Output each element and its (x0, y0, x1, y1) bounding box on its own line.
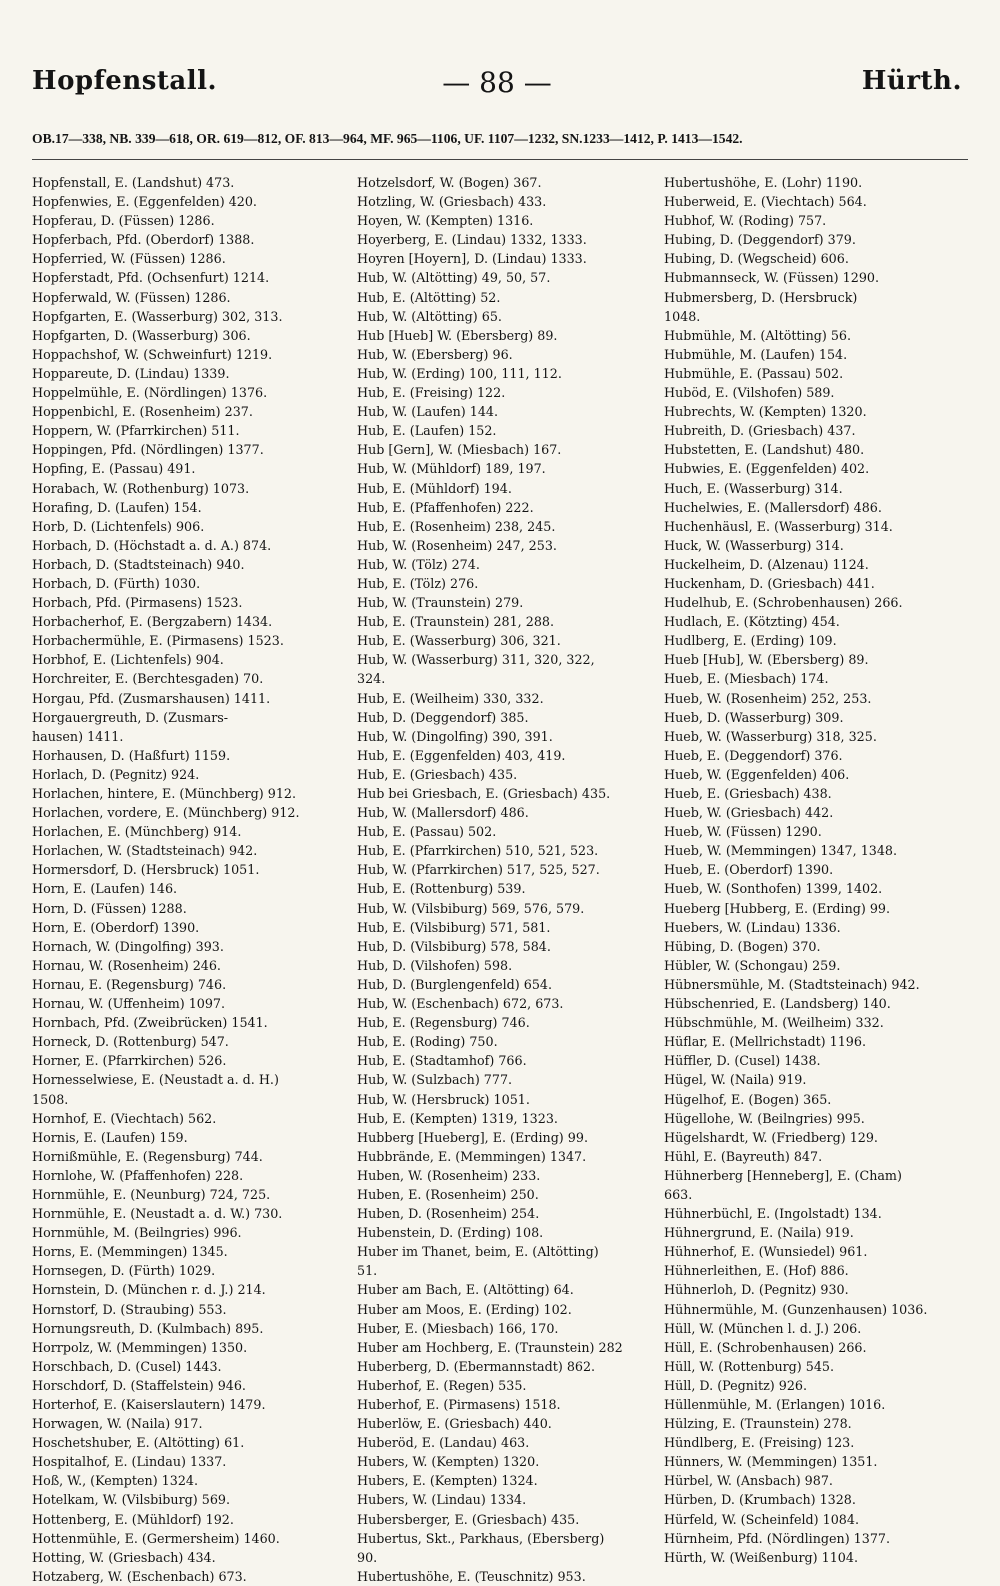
index-column-1 (32, 173, 346, 1586)
index-entry: Hudlberg, E. (Erding) 109. (664, 633, 837, 649)
index-entry: Hopfgarten, D. (Wasserburg) 306. (32, 327, 251, 343)
index-entry: Hubhof, W. (Roding) 757. (664, 213, 827, 229)
index-entry: Hub bei Griesbach, E. (Griesbach) 435. (357, 786, 611, 801)
index-entry: Hürbel, W. (Ansbach) 987. (664, 1473, 833, 1489)
index-entry: Hueb, E. (Griesbach) 438. (664, 786, 832, 801)
index-entry: Hürfeld, W. (Scheinfeld) 1084. (664, 1511, 859, 1527)
index-entry: Hub, W. (Erding) 100, 111, 112. (357, 365, 562, 381)
index-entry: Horbach, D. (Höchstadt a. d. A.) 874. (32, 537, 272, 553)
index-entry: Horbach, Pfd. (Pirmasens) 1523. (32, 595, 243, 611)
index-entry: Huber am Moos, E. (Erding) 102. (357, 1301, 572, 1317)
index-entry: Hügelhof, E. (Bogen) 365. (664, 1091, 832, 1107)
index-entry: Hornstorf, D. (Straubing) 553. (32, 1301, 227, 1317)
index-entry: Hoppachshof, W. (Schweinfurt) 1219. (32, 346, 273, 362)
index-entry: Hueb, W. (Sonthofen) 1399, 1402. (664, 881, 883, 897)
index-entry: Hudlach, E. (Kötzting) 454. (664, 614, 840, 630)
page-number: — 88 — (442, 66, 552, 99)
index-entry: Hub, E. (Traunstein) 281, 288. (357, 614, 554, 630)
index-entry: Huberlöw, E. (Griesbach) 440. (357, 1416, 552, 1432)
index-entry: Hueb, D. (Wasserburg) 309. (664, 709, 844, 725)
index-entry: Horlachen, W. (Stadtsteinach) 942. (32, 843, 258, 859)
index-entry: Hülzing, E. (Traunstein) 278. (664, 1416, 852, 1432)
index-entry: Horbach, D. (Stadtsteinach) 940. (32, 556, 245, 572)
index-entry: Hueb, W. (Rosenheim) 252, 253. (664, 690, 872, 706)
index-entry: Hueb, E. (Miesbach) 174. (664, 671, 829, 687)
index-entry: Hub, E. (Rottenburg) 539. (357, 881, 526, 897)
index-entry: Hühnerhof, E. (Wunsiedel) 961. (664, 1244, 868, 1260)
index-entry: Hüffler, D. (Cusel) 1438. (664, 1053, 821, 1069)
index-entry: Hornbach, Pfd. (Zweibrücken) 1541. (32, 1015, 268, 1031)
index-entry: Horlachen, E. (Münchberg) 914. (32, 824, 242, 840)
index-entry: Hub, W. (Hersbruck) 1051. (357, 1091, 530, 1107)
index-entry: Hornsegen, D. (Fürth) 1029. (32, 1263, 216, 1279)
index-entry: Horafing, D. (Laufen) 154. (32, 499, 202, 515)
index-entry: Huberberg, D. (Ebermannstadt) 862. (357, 1358, 596, 1374)
index-entry: Horbachermühle, E. (Pirmasens) 1523. (32, 633, 284, 649)
index-entry: Horn, E. (Oberdorf) 1390. (32, 919, 200, 935)
index-entry: Hubertus, Skt., Parkhaus, (Ebersberg) (357, 1530, 605, 1546)
index-entry: Hub, W. (Dingolfing) 390, 391. (357, 728, 553, 744)
index-entry: Hüll, D. (Pegnitz) 926. (664, 1377, 807, 1393)
index-entry: Hub, E. (Wasserburg) 306, 321. (357, 633, 561, 649)
index-entry: Hoschetshuber, E. (Altötting) 61. (32, 1435, 245, 1451)
index-entry: Hügel, W. (Naila) 919. (664, 1072, 807, 1088)
index-entry: Hühnermühle, M. (Gunzenhausen) 1036. (664, 1301, 928, 1317)
index-entry: Hopferbach, Pfd. (Oberdorf) 1388. (32, 232, 255, 248)
index-entry: Horn, D. (Füssen) 1288. (32, 900, 187, 916)
index-entry: Huber am Bach, E. (Altötting) 64. (357, 1282, 574, 1298)
index-entry: Hottenmühle, E. (Germersheim) 1460. (32, 1530, 280, 1546)
index-entry: Hub, E. (Rosenheim) 238, 245. (357, 518, 556, 534)
index-entry: Hubmühle, M. (Laufen) 154. (664, 346, 848, 362)
index-entry: Hueb, W. (Memmingen) 1347, 1348. (664, 843, 898, 859)
index-entry: Huchenhäusl, E. (Wasserburg) 314. (664, 518, 893, 534)
index-entry: Hopfgarten, E. (Wasserburg) 302, 313. (32, 308, 283, 324)
index-entry: Hormersdorf, D. (Hersbruck) 1051. (32, 862, 260, 878)
index-entry: Hühnerberg [Henneberg], E. (Cham) (664, 1167, 902, 1183)
index-entry: Hopferstadt, Pfd. (Ochsenfurt) 1214. (32, 270, 270, 286)
index-entry: Horlachen, hintere, E. (Münchberg) 912. (32, 786, 296, 801)
index-entry: Huben, W. (Rosenheim) 233. (357, 1167, 541, 1183)
index-entry: Hubbrände, E. (Memmingen) 1347. (357, 1148, 587, 1164)
index-entry: Huck, W. (Wasserburg) 314. (664, 537, 844, 553)
index-entry: Hubmannseck, W. (Füssen) 1290. (664, 270, 879, 286)
index-column-3 (664, 173, 968, 1567)
index-entry: Hubers, W. (Kempten) 1320. (357, 1454, 540, 1470)
index-entry: Horwagen, W. (Naila) 917. (32, 1416, 203, 1432)
index-entry: Hühnerloh, D. (Pegnitz) 930. (664, 1282, 849, 1298)
index-entry: Hueb, W. (Griesbach) 442. (664, 805, 834, 821)
index-entry: Hubertushöhe, E. (Lohr) 1190. (664, 175, 863, 190)
index-entry: Huckelheim, D. (Alzenau) 1124. (664, 556, 869, 572)
index-entry: Horlachen, vordere, E. (Münchberg) 912. (32, 805, 300, 821)
header-rule (32, 159, 968, 160)
index-entry: Hub, W. (Wasserburg) 311, 320, 322, (357, 652, 595, 668)
index-entry: Hubers, E. (Kempten) 1324. (357, 1473, 538, 1489)
index-entry: Hub, E. (Tölz) 276. (357, 575, 479, 591)
index-entry: Hub, W. (Mallersdorf) 486. (357, 805, 529, 821)
index-entry: Hornmühle, E. (Neustadt a. d. W.) 730. (32, 1206, 283, 1222)
index-entry: Hornißmühle, E. (Regensburg) 744. (32, 1148, 263, 1164)
index-entry: Hornis, E. (Laufen) 159. (32, 1129, 188, 1145)
index-entry: Huberhof, E. (Pirmasens) 1518. (357, 1397, 561, 1412)
index-entry: Hornau, W. (Uffenheim) 1097. (32, 996, 226, 1012)
index-entry: Hub, E. (Eggenfelden) 403, 419. (357, 747, 566, 763)
index-entry: Hub, E. (Kempten) 1319, 1323. (357, 1110, 558, 1126)
index-entry: Hueb, E. (Deggendorf) 376. (664, 747, 843, 763)
index-entry: Huber im Thanet, beim, E. (Altötting) (357, 1244, 599, 1260)
index-entry: Hub, E. (Vilsbiburg) 571, 581. (357, 919, 551, 935)
index-entry: Hubertushöhe, E. (Teuschnitz) 953. (357, 1568, 586, 1584)
index-entry: Hornhof, E. (Viechtach) 562. (32, 1110, 217, 1126)
index-entry: Hoyen, W. (Kempten) 1316. (357, 213, 534, 229)
index-entry: Horbacherhof, E. (Bergzabern) 1434. (32, 614, 273, 630)
index-entry: Horlach, D. (Pegnitz) 924. (32, 766, 200, 782)
index-entry: Hub, W. (Traunstein) 279. (357, 595, 524, 611)
index-entry: Huben, D. (Rosenheim) 254. (357, 1206, 540, 1222)
index-entry: Horchreiter, E. (Berchtesgaden) 70. (32, 671, 264, 687)
index-entry: Horner, E. (Pfarrkirchen) 526. (32, 1053, 227, 1069)
index-entry: Huberweid, E. (Viechtach) 564. (664, 194, 867, 210)
index-entry: Hopferau, D. (Füssen) 1286. (32, 213, 215, 229)
index-entry: Hub, W. (Pfarrkirchen) 517, 525, 527. (357, 862, 600, 878)
index-entry: Hub [Gern], W. (Miesbach) 167. (357, 442, 562, 458)
index-entry: Hühl, E. (Bayreuth) 847. (664, 1148, 823, 1164)
index-entry: Hoß, W., (Kempten) 1324. (32, 1473, 198, 1489)
index-entry: Hudelhub, E. (Schrobenhausen) 266. (664, 595, 903, 611)
index-entry: Hueb, W. (Wasserburg) 318, 325. (664, 728, 877, 744)
index-entry: Hubmühle, M. (Altötting) 56. (664, 327, 852, 343)
index-entry: Huchelwies, E. (Mallersdorf) 486. (664, 499, 882, 515)
index-entry: Hub, E. (Altötting) 52. (357, 289, 501, 305)
index-entry: Hornmühle, M. (Beilngries) 996. (32, 1225, 242, 1241)
index-entry: Hornau, E. (Regensburg) 746. (32, 976, 227, 992)
index-entry: Hoppareute, D. (Lindau) 1339. (32, 365, 230, 381)
index-entry: Hub, W. (Tölz) 274. (357, 556, 480, 572)
index-entry: Hub, E. (Roding) 750. (357, 1034, 498, 1050)
index-entry: Hubmühle, E. (Passau) 502. (664, 365, 844, 381)
index-entry: Hub, E. (Pfaffenhofen) 222. (357, 499, 534, 515)
index-entry: Hübnersmühle, M. (Stadtsteinach) 942. (664, 976, 920, 992)
index-entry: Huberhof, E. (Regen) 535. (357, 1377, 527, 1393)
index-entry: Horschbach, D. (Cusel) 1443. (32, 1358, 222, 1374)
index-entry: Horneck, D. (Rottenburg) 547. (32, 1034, 229, 1050)
district-abbreviation-line: OB.17—338, NB. 339—618, OR. 619—812, OF. 813—964, MF. 965—1106, UF. 1107—1232, SN.1233—1412, P. 1413—1542. (32, 131, 743, 146)
index-entry: Hueb, W. (Füssen) 1290. (664, 824, 822, 840)
index-entry: Hopfing, E. (Passau) 491. (32, 461, 196, 477)
index-entry: Hub, E. (Laufen) 152. (357, 423, 497, 439)
index-entry: Hub, E. (Pfarrkirchen) 510, 521, 523. (357, 843, 599, 859)
index-entry: 1048. (664, 308, 701, 324)
index-entry: Hub, W. (Altötting) 49, 50, 57. (357, 270, 551, 286)
index-entry: Hub, E. (Griesbach) 435. (357, 766, 518, 782)
index-entry: Hub, W. (Mühldorf) 189, 197. (357, 461, 546, 477)
index-entry: Huber am Hochberg, E. (Traunstein) 282 (357, 1339, 623, 1355)
index-entry: Hügellohe, W. (Beilngries) 995. (664, 1110, 865, 1126)
index-entry: Hub, D. (Vilsbiburg) 578, 584. (357, 938, 551, 954)
index-entry: Horrpolz, W. (Memmingen) 1350. (32, 1339, 248, 1355)
index-entry: Hub, D. (Deggendorf) 385. (357, 709, 529, 725)
index-entry: Horbhof, E. (Lichtenfels) 904. (32, 652, 224, 668)
index-entry: Hubmersberg, D. (Hersbruck) (664, 289, 858, 305)
index-entry: 324. (357, 671, 386, 687)
index-entry: Hub, W. (Sulzbach) 777. (357, 1072, 513, 1088)
index-entry: Hoyerberg, E. (Lindau) 1332, 1333. (357, 232, 587, 248)
index-entry: Hub, E. (Stadtamhof) 766. (357, 1053, 527, 1069)
index-entry: Hoppern, W. (Pfarrkirchen) 511. (32, 423, 240, 439)
index-entry: Hotzelsdorf, W. (Bogen) 367. (357, 175, 542, 190)
index-entry: Hub, E. (Passau) 502. (357, 824, 497, 840)
index-entry: Hub, E. (Regensburg) 746. (357, 1015, 530, 1031)
index-entry: Hornstein, D. (München r. d. J.) 214. (32, 1282, 266, 1298)
index-entry: Hotzling, W. (Griesbach) 433. (357, 194, 547, 210)
index-entry: Hubers, W. (Lindau) 1334. (357, 1492, 527, 1508)
index-entry: Hopferried, W. (Füssen) 1286. (32, 251, 226, 267)
index-entry: Hüll, W. (Rottenburg) 545. (664, 1358, 835, 1374)
index-entry: Hottenberg, E. (Mühldorf) 192. (32, 1511, 234, 1527)
index-entry: Hühnerbüchl, E. (Ingolstadt) 134. (664, 1206, 882, 1222)
index-entry: Hubwies, E. (Eggenfelden) 402. (664, 461, 870, 477)
index-entry: Horns, E. (Memmingen) 1345. (32, 1244, 228, 1260)
index-entry: Hueb [Hub], W. (Ebersberg) 89. (664, 652, 869, 668)
index-entry: Hub, W. (Ebersberg) 96. (357, 346, 513, 362)
index-entry: Huber, E. (Miesbach) 166, 170. (357, 1320, 559, 1336)
index-entry: Huberöd, E. (Landau) 463. (357, 1435, 530, 1451)
index-entry: Huben, E. (Rosenheim) 250. (357, 1186, 539, 1202)
index-entry: Hubstetten, E. (Landshut) 480. (664, 442, 865, 458)
index-entry: Hoppingen, Pfd. (Nördlingen) 1377. (32, 442, 264, 458)
index-entry: Hübing, D. (Bogen) 370. (664, 938, 821, 954)
index-entry: Hotelkam, W. (Vilsbiburg) 569. (32, 1492, 231, 1508)
index-entry: 663. (664, 1186, 693, 1202)
index-entry: Hueberg [Hubberg, E. (Erding) 99. (664, 900, 891, 916)
index-entry: Hub, W. (Altötting) 65. (357, 308, 502, 324)
index-entry: hausen) 1411. (32, 728, 124, 744)
index-entry: Horn, E. (Laufen) 146. (32, 881, 178, 897)
index-entry: Hübschmühle, M. (Weilheim) 332. (664, 1015, 884, 1031)
index-entry: Horgau, Pfd. (Zusmarshausen) 1411. (32, 690, 271, 706)
index-entry: Hübschenried, E. (Landsberg) 140. (664, 996, 891, 1012)
index-entry: Hühnerleithen, E. (Hof) 886. (664, 1263, 849, 1279)
index-entry: Hüll, W. (München l. d. J.) 206. (664, 1320, 862, 1336)
index-entry: Hornungsreuth, D. (Kulmbach) 895. (32, 1320, 264, 1336)
page-header (32, 66, 962, 106)
index-entry: Hub, W. (Vilsbiburg) 569, 576, 579. (357, 900, 585, 916)
index-entry: Hueb, E. (Oberdorf) 1390. (664, 862, 834, 878)
index-entry: Hospitalhof, E. (Lindau) 1337. (32, 1454, 227, 1470)
running-head-left: Hopfenstall. (32, 66, 218, 96)
index-entry: Hoppenbichl, E. (Rosenheim) 237. (32, 404, 253, 420)
index-entry: Hürnheim, Pfd. (Nördlingen) 1377. (664, 1530, 890, 1546)
index-entry: Hub, W. (Rosenheim) 247, 253. (357, 537, 557, 553)
index-entry: Hubersberger, E. (Griesbach) 435. (357, 1511, 580, 1527)
index-entry: Hueb, W. (Eggenfelden) 406. (664, 766, 850, 782)
index-entry: Horgauergreuth, D. (Zusmars- (32, 709, 229, 725)
index-entry: Hub, D. (Burglengenfeld) 654. (357, 976, 552, 992)
index-entry: Hubberg [Hueberg], E. (Erding) 99. (357, 1129, 588, 1145)
index-entry: Hubenstein, D. (Erding) 108. (357, 1225, 544, 1241)
index-entry: Horb, D. (Lichtenfels) 906. (32, 518, 205, 534)
index-entry: Hühnergrund, E. (Naila) 919. (664, 1225, 854, 1241)
running-head-right: Hürth. (861, 66, 962, 96)
index-entry: Hopfenwies, E. (Eggenfelden) 420. (32, 194, 257, 210)
index-entry: Hübler, W. (Schongau) 259. (664, 957, 841, 973)
index-entry: Horhausen, D. (Haßfurt) 1159. (32, 747, 231, 763)
index-entry: Hopferwald, W. (Füssen) 1286. (32, 289, 231, 305)
index-entry: Hub, E. (Mühldorf) 194. (357, 480, 512, 496)
index-entry: Horschdorf, D. (Staffelstein) 946. (32, 1377, 246, 1393)
index-entry: Hub, W. (Laufen) 144. (357, 404, 499, 420)
index-entry: Hubreith, D. (Griesbach) 437. (664, 423, 856, 439)
index-entry: 1508. (32, 1091, 69, 1107)
index-entry: Hügelshardt, W. (Friedberg) 129. (664, 1129, 878, 1145)
index-entry: Hüllenmühle, M. (Erlangen) 1016. (664, 1397, 886, 1412)
index-entry: Hünners, W. (Memmingen) 1351. (664, 1454, 878, 1470)
index-entry: Hüll, E. (Schrobenhausen) 266. (664, 1339, 867, 1355)
index-entry: Hündlberg, E. (Freising) 123. (664, 1435, 855, 1451)
index-entry: Horabach, W. (Rothenburg) 1073. (32, 480, 250, 496)
index-entry: Huebers, W. (Lindau) 1336. (664, 919, 841, 935)
index-entry: Hoyren [Hoyern], D. (Lindau) 1333. (357, 251, 587, 267)
index-entry: Hub [Hueb] W. (Ebersberg) 89. (357, 327, 558, 343)
index-entry: 90. (357, 1549, 378, 1565)
index-entry: Hotzaberg, W. (Eschenbach) 673. (32, 1568, 247, 1584)
index-entry: Hotting, W. (Griesbach) 434. (32, 1549, 216, 1565)
index-entry: Huch, E. (Wasserburg) 314. (664, 480, 843, 496)
index-entry: Hoppelmühle, E. (Nördlingen) 1376. (32, 385, 268, 401)
index-entry: Horbach, D. (Fürth) 1030. (32, 575, 201, 591)
index-entry: Hubing, D. (Deggendorf) 379. (664, 232, 856, 248)
index-entry: Huckenham, D. (Griesbach) 441. (664, 575, 875, 591)
index-entry: Hornmühle, E. (Neunburg) 724, 725. (32, 1186, 271, 1202)
index-entry: Hubrechts, W. (Kempten) 1320. (664, 404, 867, 420)
index-entry: Hopfenstall, E. (Landshut) 473. (32, 175, 235, 190)
index-entry: Huböd, E. (Vilshofen) 589. (664, 385, 835, 401)
index-entry: Hornach, W. (Dingolfing) 393. (32, 938, 224, 954)
index-entry: 51. (357, 1263, 378, 1279)
index-column-2 (357, 173, 659, 1586)
index-entry: Horterhof, E. (Kaiserslautern) 1479. (32, 1397, 266, 1412)
index-entry: Hürth, W. (Weißenburg) 1104. (664, 1549, 858, 1565)
index-entry: Hornau, W. (Rosenheim) 246. (32, 957, 221, 973)
index-entry: Hub, E. (Weilheim) 330, 332. (357, 690, 544, 706)
index-entry: Hürben, D. (Krumbach) 1328. (664, 1492, 856, 1508)
index-entry: Hüflar, E. (Mellrichstadt) 1196. (664, 1034, 866, 1050)
index-entry: Hub, D. (Vilshofen) 598. (357, 957, 513, 973)
index-entry: Hub, E. (Freising) 122. (357, 385, 506, 401)
index-entry: Hornlohe, W. (Pfaffenhofen) 228. (32, 1167, 244, 1183)
index-entry: Hornesselwiese, E. (Neustadt a. d. H.) (32, 1072, 279, 1088)
index-entry: Hub, W. (Eschenbach) 672, 673. (357, 996, 564, 1012)
index-entry: Hubing, D. (Wegscheid) 606. (664, 251, 849, 267)
